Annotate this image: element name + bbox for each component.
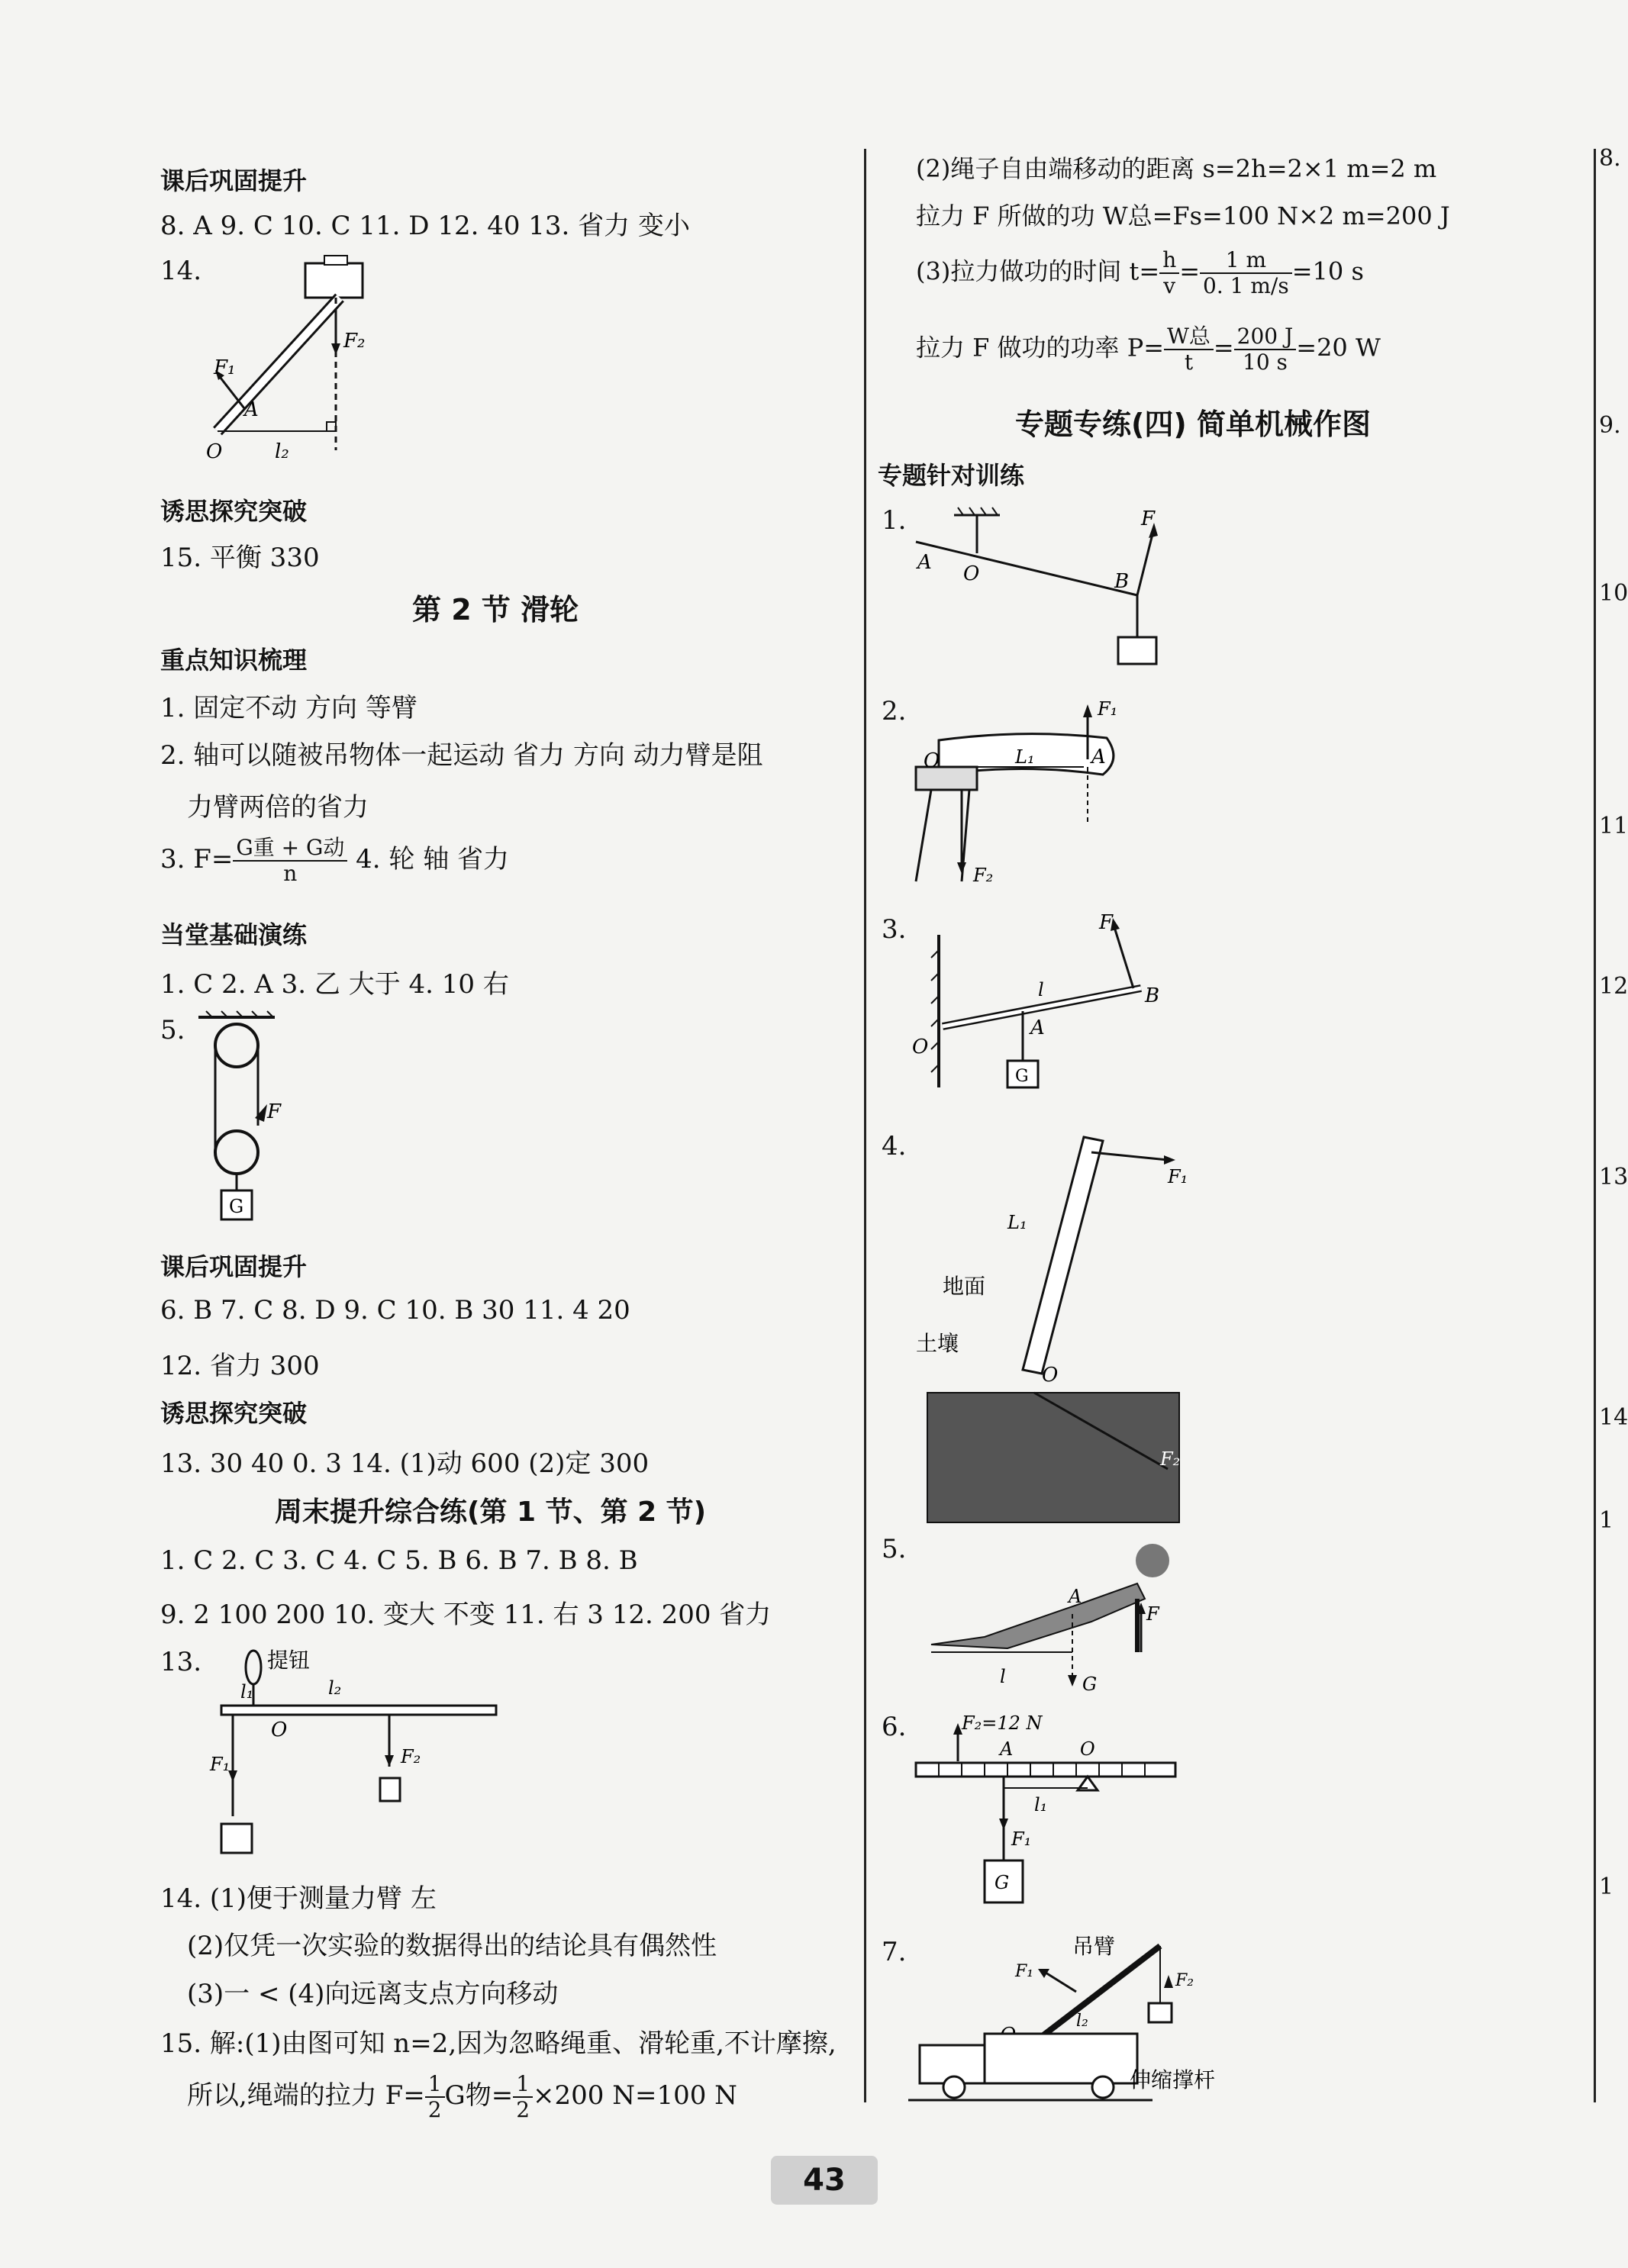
answer-line: 力臂两倍的省力 xyxy=(187,792,369,823)
svg-text:F₁: F₁ xyxy=(214,356,236,379)
svg-text:地面: 地面 xyxy=(943,1274,986,1299)
solution-line: 拉力 F 做功的功率 P= $\frac{\text{W总}}{t}$ = $\frac{200 J}{10 s}$ =20 W xyxy=(916,324,1381,375)
pulley-diagram-5 xyxy=(191,1011,328,1225)
svg-text:F₁: F₁ xyxy=(1168,1166,1188,1187)
svg-text:G: G xyxy=(1015,1067,1029,1086)
svg-text:O: O xyxy=(1080,1738,1095,1760)
crane-diagram-7 xyxy=(908,1931,1214,2114)
section-title: 第 2 节 滑轮 xyxy=(412,593,579,627)
lever-diagram-3 xyxy=(908,912,1198,1103)
svg-text:F₂: F₂ xyxy=(1160,1448,1181,1470)
item-number: 4. xyxy=(882,1131,907,1161)
solution-line: (2)绳子自由端移动的距离 s=2h=2×1 m=2 m xyxy=(916,154,1437,183)
svg-text:G: G xyxy=(229,1196,244,1217)
svg-text:F₁: F₁ xyxy=(1011,1828,1032,1850)
formula-line: 所以,绳端的拉力 F= $\frac{1}{2}$ G物= $\frac{1}{2}$ ×200 N=100 N xyxy=(187,2071,737,2122)
pliers-diagram-2 xyxy=(908,691,1160,897)
shovel-diagram-4 xyxy=(908,1129,1198,1526)
column-divider xyxy=(1594,149,1596,2102)
svg-text:F₁: F₁ xyxy=(210,1754,230,1775)
item-number: 5. xyxy=(882,1534,907,1564)
answer-line: 6. B 7. C 8. D 9. C 10. B 30 11. 4 20 xyxy=(160,1295,630,1326)
svg-text:B: B xyxy=(1114,570,1130,593)
lever-diagram-1 xyxy=(908,504,1198,679)
svg-text:F₂: F₂ xyxy=(973,865,994,886)
heading-basic-practice: 当堂基础演练 xyxy=(160,920,308,949)
weekend-title: 周末提升综合练(第 1 节、第 2 节) xyxy=(275,1496,707,1528)
answer-line: 2. 轴可以随被吊物体一起运动 省力 方向 动力臂是阻 xyxy=(160,740,763,771)
answer-line: 1. 固定不动 方向 等臂 xyxy=(160,693,417,723)
svg-text:伸缩撑杆: 伸缩撑杆 xyxy=(1130,2067,1216,2092)
svg-text:A: A xyxy=(1091,746,1106,768)
svg-text:F₁: F₁ xyxy=(1015,1962,1034,1981)
item-number: 1. xyxy=(882,505,907,536)
svg-text:O: O xyxy=(912,1036,929,1058)
heading-topic-training: 专题针对训练 xyxy=(878,461,1025,490)
svg-text:l₂: l₂ xyxy=(328,1677,342,1699)
svg-text:F₂: F₂ xyxy=(1175,1971,1194,1990)
steelyard-diagram-13 xyxy=(206,1641,511,1870)
heading-after-class: 课后巩固提升 xyxy=(160,166,308,195)
svg-text:吊臂: 吊臂 xyxy=(1072,1934,1116,1959)
item-number: 7. xyxy=(882,1937,907,1967)
answer-line: 8. A 9. C 10. C 11. D 12. 40 13. 省力 变小 xyxy=(160,211,690,241)
svg-text:A: A xyxy=(917,551,932,574)
svg-text:l₁: l₁ xyxy=(1034,1794,1048,1815)
solution-line: (3)拉力做功的时间 t= $\frac{h}{v}$ = $\frac{1 m}{0. 1 m/s}$ =10 s xyxy=(916,247,1364,298)
svg-text:G: G xyxy=(995,1872,1010,1893)
pushup-diagram-5 xyxy=(908,1530,1198,1706)
svg-text:A: A xyxy=(1000,1738,1014,1760)
item-number: 3. xyxy=(882,914,907,945)
svg-text:F₂: F₂ xyxy=(401,1746,421,1767)
label-F2: F₂ xyxy=(343,330,366,353)
item-number: 2. xyxy=(882,696,907,726)
svg-text:B: B xyxy=(1145,984,1160,1007)
lever-diagram-14 xyxy=(198,252,397,466)
answer-line: 9. 2 100 200 10. 变大 不变 11. 右 3 12. 200 省力 xyxy=(160,1600,772,1630)
svg-text:l₁: l₁ xyxy=(240,1681,254,1703)
answer-line: 1. C 2. C 3. C 4. C 5. B 6. B 7. B 8. B xyxy=(160,1545,638,1576)
heading-key-knowledge: 重点知识梳理 xyxy=(160,646,308,675)
svg-text:土壤: 土壤 xyxy=(916,1331,959,1356)
answer-line: 15. 平衡 330 xyxy=(160,543,320,573)
svg-text:A: A xyxy=(1069,1586,1082,1607)
svg-text:O: O xyxy=(1042,1364,1059,1387)
svg-text:O: O xyxy=(206,440,223,463)
answer-line: 1. C 2. A 3. 乙 大于 4. 10 右 xyxy=(160,969,509,1000)
svg-text:L₁: L₁ xyxy=(1007,1212,1027,1233)
solution-line: 拉力 F 所做的功 W总=Fs=100 N×2 m=200 J xyxy=(916,201,1450,230)
svg-text:O: O xyxy=(924,749,940,772)
svg-text:提钮: 提钮 xyxy=(267,1648,311,1673)
svg-text:F: F xyxy=(1141,507,1156,530)
svg-text:O: O xyxy=(963,562,980,585)
answer-line: 13. 30 40 0. 3 14. (1)动 600 (2)定 300 xyxy=(160,1448,650,1479)
answer-line: (3)一 < (4)向远离支点方向移动 xyxy=(187,1979,559,2009)
heading-after-class-2: 课后巩固提升 xyxy=(160,1252,308,1281)
svg-text:F: F xyxy=(1099,911,1114,934)
item-number: 6. xyxy=(882,1712,907,1742)
heading-explore: 诱思探究突破 xyxy=(160,497,308,526)
formula-line: 3. F= $\frac{\text{G重 + G动}}{n}$ 4. 轮 轴 省力 xyxy=(160,835,509,886)
svg-text:l: l xyxy=(1038,979,1044,1000)
svg-text:l: l xyxy=(1000,1666,1006,1687)
lever-diagram-6 xyxy=(908,1708,1198,1922)
answer-line: 15. 解:(1)由图可知 n=2,因为忽略绳重、滑轮重,不计摩擦, xyxy=(160,2028,837,2059)
svg-text:l₂: l₂ xyxy=(275,440,289,463)
svg-text:A: A xyxy=(244,398,259,421)
svg-text:l₂: l₂ xyxy=(1076,2012,1088,2031)
svg-text:F₂=12 N: F₂=12 N xyxy=(962,1712,1043,1734)
answer-line: 13. xyxy=(160,1647,202,1677)
svg-text:F: F xyxy=(267,1100,282,1123)
svg-text:A: A xyxy=(1030,1016,1045,1039)
answer-line: (2)仅凭一次实验的数据得出的结论具有偶然性 xyxy=(187,1931,717,1961)
svg-text:L₁: L₁ xyxy=(1015,746,1035,768)
svg-text:O: O xyxy=(271,1719,288,1741)
svg-text:G: G xyxy=(1082,1674,1098,1695)
page-number: 43 xyxy=(771,2156,878,2205)
svg-text:F₁: F₁ xyxy=(1098,698,1118,720)
heading-explore-2: 诱思探究突破 xyxy=(160,1399,308,1428)
answer-line: 14. xyxy=(160,256,202,286)
topic-title: 专题专练(四) 简单机械作图 xyxy=(1015,408,1371,441)
answer-line: 14. (1)便于测量力臂 左 xyxy=(160,1883,437,1914)
answer-line: 5. xyxy=(160,1015,185,1045)
column-divider xyxy=(864,149,866,2102)
answer-line: 12. 省力 300 xyxy=(160,1351,320,1381)
svg-text:F: F xyxy=(1146,1603,1159,1625)
